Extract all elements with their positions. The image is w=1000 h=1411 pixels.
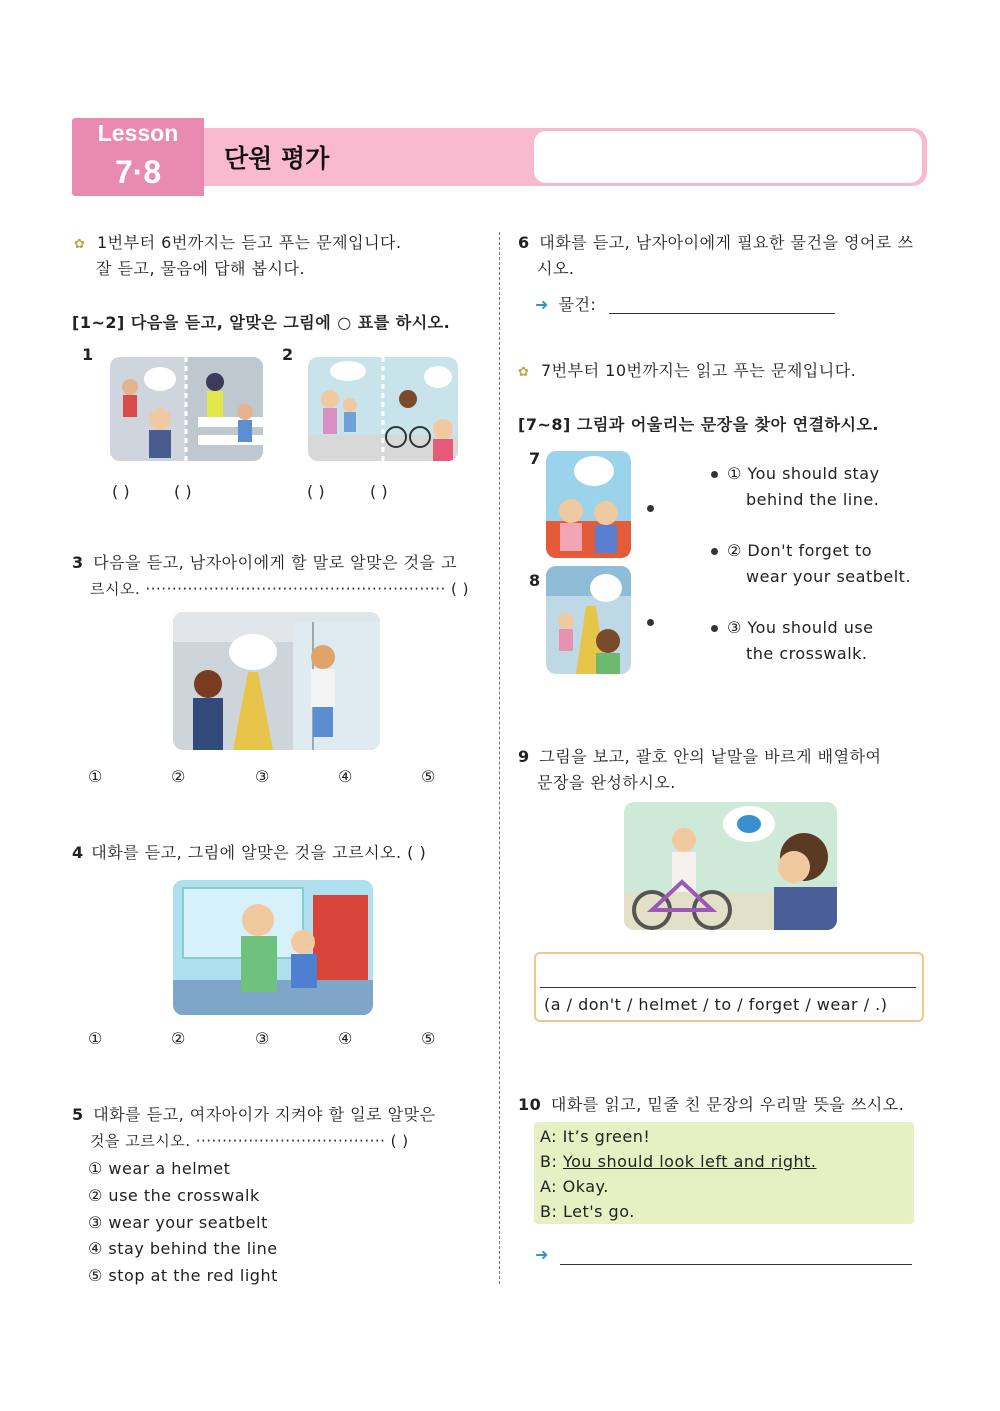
q4-line: 4 대화를 듣고, 그림에 알맞은 것을 고르시오. ( )	[72, 843, 427, 862]
q3-choice-4[interactable]: ④	[338, 767, 353, 786]
q10-dialog-3: A: Okay.	[540, 1177, 609, 1196]
q78-option-1-line2: behind the line.	[746, 490, 880, 509]
q12-heading: [1~2] 다음을 듣고, 알맞은 그림에 ○ 표를 하시오.	[72, 313, 451, 332]
q3-choice-2[interactable]: ②	[171, 767, 186, 786]
option-3-dot[interactable]	[711, 625, 718, 632]
q3-choice-1[interactable]: ①	[88, 767, 103, 786]
q9-picture	[624, 802, 837, 930]
q78-heading: [7~8] 그림과 어울리는 문장을 찾아 연결하시오.	[518, 415, 879, 434]
q78-option-1-line1: ① You should stay	[727, 464, 880, 483]
q5-option-3[interactable]: ③ wear your seatbelt	[88, 1213, 268, 1232]
option-2-dot[interactable]	[711, 548, 718, 555]
q9-line2: 문장을 완성하시오.	[537, 773, 676, 792]
q2-picture	[308, 357, 458, 461]
q2-answer-a[interactable]: ( )	[307, 482, 325, 501]
q9-answer-blank[interactable]	[540, 987, 916, 988]
q78-option-3-line2: the crosswalk.	[746, 644, 868, 663]
q8-number: 8	[529, 571, 541, 590]
page-title: 단원 평가	[224, 144, 330, 173]
q2-number: 2	[282, 345, 294, 364]
q8-connect-dot[interactable]	[647, 619, 654, 626]
q78-option-3-line1: ③ You should use	[727, 618, 874, 637]
intro-1-line2: 잘 듣고, 물음에 답해 봅시다.	[96, 259, 306, 278]
q6-line2: 시오.	[537, 259, 575, 278]
q4-choice-1[interactable]: ①	[88, 1029, 103, 1048]
q5-option-5[interactable]: ⑤ stop at the red light	[88, 1266, 278, 1285]
q3-line1: 3 다음을 듣고, 남자아이에게 할 말로 알맞은 것을 고	[72, 553, 458, 572]
q3-picture	[173, 612, 380, 750]
q6-line1: 6 대화를 듣고, 남자아이에게 필요한 물건을 영어로 쓰	[518, 233, 914, 252]
q2-answer-b[interactable]: ( )	[370, 482, 388, 501]
q4-choice-4[interactable]: ④	[338, 1029, 353, 1048]
q3-choice-5[interactable]: ⑤	[421, 767, 436, 786]
lesson-number: 7·8	[114, 154, 162, 190]
q5-option-1[interactable]: ① wear a helmet	[88, 1159, 231, 1178]
q10-dialog-1: A: It’s green!	[540, 1127, 651, 1146]
q6-answer-row: ➜ 물건:	[535, 295, 597, 314]
q10-answer-blank[interactable]	[560, 1264, 912, 1265]
q3-choice-3[interactable]: ③	[255, 767, 270, 786]
q5-option-2[interactable]: ② use the crosswalk	[88, 1186, 260, 1205]
q4-choice-5[interactable]: ⑤	[421, 1029, 436, 1048]
right-arrow-icon: ➜	[535, 295, 549, 314]
q9-word-list: (a / don't / helmet / to / forget / wear / .)	[544, 995, 888, 1014]
name-box	[534, 131, 922, 183]
flower-icon: ✿	[518, 365, 530, 380]
q78-option-2-line1: ② Don't forget to	[727, 541, 873, 560]
q4-choice-3[interactable]: ③	[255, 1029, 270, 1048]
q9-line1: 9 그림을 보고, 괄호 안의 낱말을 바르게 배열하여	[518, 747, 882, 766]
q1-answer-a[interactable]: ( )	[112, 482, 130, 501]
q10-dialog-4: B: Let's go.	[540, 1202, 635, 1221]
option-1-dot[interactable]	[711, 471, 718, 478]
q1-answer-b[interactable]: ( )	[174, 482, 192, 501]
q4-choice-2[interactable]: ②	[171, 1029, 186, 1048]
intro-2: ✿ 7번부터 10번까지는 읽고 푸는 문제입니다.	[518, 361, 857, 380]
q3-line2: 르시오. ························································· ( )	[90, 580, 470, 598]
q7-picture	[546, 451, 631, 558]
q5-line1: 5 대화를 듣고, 여자아이가 지켜야 할 일로 알맞은	[72, 1105, 436, 1124]
intro-1: ✿ 1번부터 6번까지는 듣고 푸는 문제입니다.	[74, 233, 402, 252]
q8-picture	[546, 566, 631, 674]
q1-picture	[110, 357, 263, 461]
lesson-badge	[72, 118, 204, 196]
q10-dialog-2: B: You should look left and right.	[540, 1152, 817, 1171]
q7-number: 7	[529, 449, 541, 468]
column-divider	[499, 232, 500, 1284]
flower-icon: ✿	[74, 237, 86, 252]
q10-line: 10 대화를 읽고, 밑줄 친 문장의 우리말 뜻을 쓰시오.	[518, 1095, 905, 1114]
q5-line2: 것을 고르시오. ···································· ( )	[90, 1132, 409, 1150]
q6-answer-blank[interactable]	[609, 313, 835, 314]
q5-option-4[interactable]: ④ stay behind the line	[88, 1239, 278, 1258]
q1-number: 1	[82, 345, 94, 364]
right-arrow-icon: ➜	[535, 1245, 549, 1264]
q7-connect-dot[interactable]	[647, 505, 654, 512]
lesson-word: Lesson	[97, 120, 179, 146]
q78-option-2-line2: wear your seatbelt.	[746, 567, 912, 586]
q4-picture	[173, 880, 373, 1015]
